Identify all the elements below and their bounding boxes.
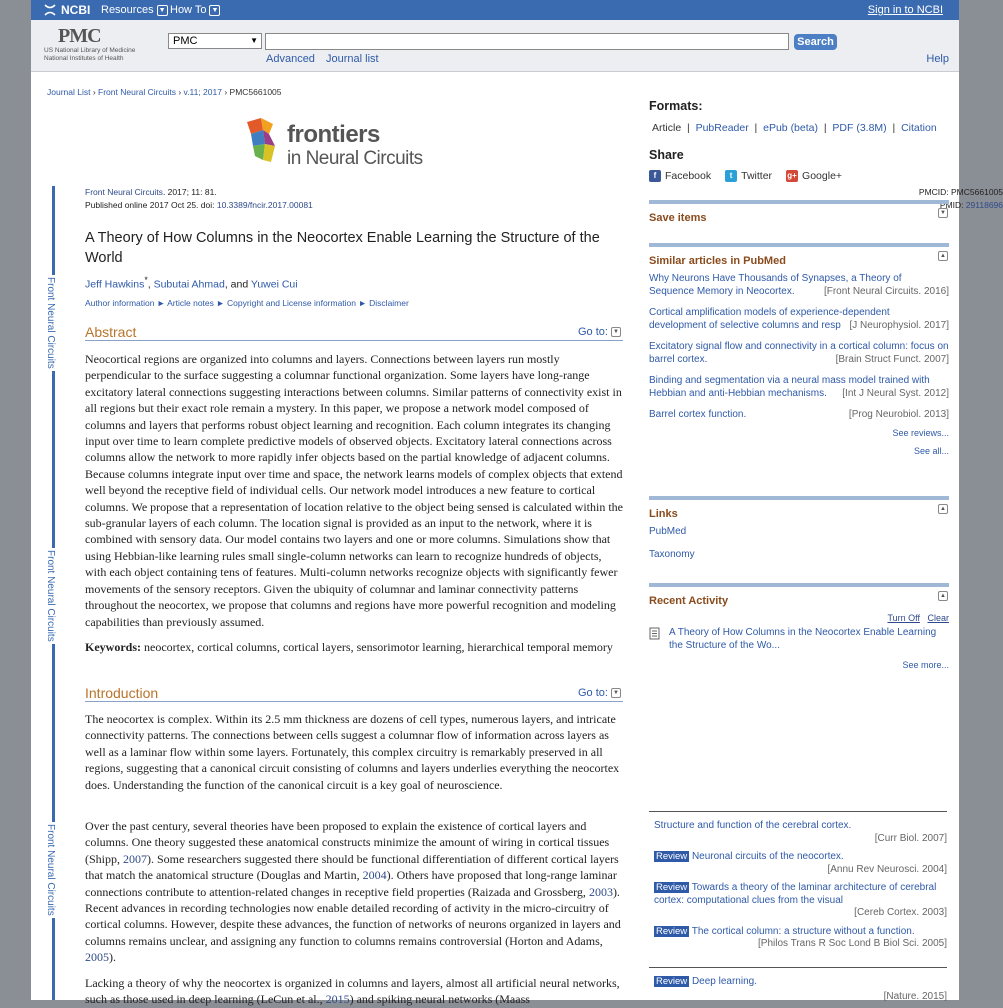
author-link[interactable]: Yuwei Cui <box>250 278 298 291</box>
format-pdf-link[interactable]: PDF (3.8M) <box>832 122 887 134</box>
chevron-down-icon[interactable]: ▼ <box>938 208 948 218</box>
page-frame <box>31 0 1003 1007</box>
published-online: Published online 2017 Oct 25. doi: <box>85 200 217 210</box>
share-links <box>649 170 949 182</box>
taxonomy-link[interactable]: Taxonomy <box>649 548 695 560</box>
text-run: ). <box>109 950 116 965</box>
similar-article-item[interactable] <box>649 341 949 366</box>
formats-title: Formats: <box>649 99 703 113</box>
citation-journal-link[interactable]: Front Neural Circuits <box>85 187 163 197</box>
pubmed-link[interactable]: PubMed <box>649 526 687 537</box>
similar-article-item[interactable] <box>649 375 949 400</box>
document-icon <box>649 627 661 640</box>
similar-item-source: [Cereb Cortex. 2003] <box>854 907 947 918</box>
introduction-header <box>85 685 623 702</box>
database-select[interactable] <box>168 33 262 49</box>
citation-info <box>85 186 1003 212</box>
pmc-header <box>31 20 959 72</box>
howto-label: How To <box>170 4 207 16</box>
similar-item[interactable] <box>654 926 947 951</box>
journal-list-link[interactable]: Journal list <box>326 53 379 65</box>
clear-link[interactable]: Clear <box>927 613 949 623</box>
similar-articles-title: Similar articles in PubMed <box>649 255 786 267</box>
similar-item-title: Deep learning. <box>691 976 757 987</box>
text-run: ). Others have proposed that long-range laminar connections contribute to attention-related changes in receptive field properties (Raizada and Grossberg, <box>85 868 617 899</box>
text-run: ). Recent advances in recording technologies now enable detailed recording of activity in the micro-circuitry of cortical columns. However, despite these advances, the function of networks of neurons organized in layers and columns remains unclear, and assigning any function to columns remains controversial (Horton and Adams, <box>85 884 621 948</box>
links-title: Links <box>649 508 678 520</box>
goto-menu[interactable] <box>578 687 621 699</box>
similar-article-title: Barrel cortex function. <box>649 409 747 420</box>
turn-off-link[interactable]: Turn Off <box>887 613 920 623</box>
links-box <box>649 496 949 561</box>
similar-item-source: [Curr Biol. 2007] <box>874 832 947 844</box>
dropdown-arrow-icon: ▼ <box>250 36 258 45</box>
similar-article-source: [Front Neural Circuits. 2016] <box>823 285 949 297</box>
review-badge: Review <box>656 925 688 937</box>
text-run: Lacking a theory of why the neocortex is organized in columns and layers, almost all artificial neural networks, such as those used in deep learning (LeCun et al., <box>85 976 620 1007</box>
review-badge: Review <box>656 882 688 893</box>
format-epub-link[interactable]: ePub (beta) <box>763 122 818 134</box>
search-button[interactable]: Search <box>794 34 837 50</box>
similar-article-title: Excitatory signal flow and connectivity in a cortical column: focus on barrel cortex. <box>649 341 949 365</box>
text-run: ) and spiking neural networks (Maass <box>349 992 530 1007</box>
twitter-icon: t <box>725 170 737 182</box>
nih-line: National Institutes of Health <box>44 55 124 62</box>
author-link[interactable]: Subutai Ahmad <box>153 278 225 291</box>
abstract-header <box>85 324 623 341</box>
abstract-heading: Abstract <box>85 324 137 340</box>
see-more-link[interactable]: See more... <box>902 660 949 670</box>
recent-activity-controls <box>649 613 949 623</box>
similar-article-source: [Brain Struct Funct. 2007] <box>835 353 949 365</box>
advanced-link[interactable]: Advanced <box>266 53 315 65</box>
author-link[interactable]: Jeff Hawkins <box>85 278 145 291</box>
nlm-line: US National Library of Medicine <box>44 47 136 54</box>
source-text: [Nature. 2015] <box>883 990 947 1002</box>
twitter-label: Twitter <box>741 170 773 182</box>
similar-article-title: Binding and segmentation via a neural mass model trained with Hebbian and anti-Hebbian mechanisms. <box>649 375 930 399</box>
intro-paragraph-2 <box>85 818 625 966</box>
google-share[interactable] <box>786 170 842 182</box>
pmid-link[interactable]: 29118696 <box>965 200 1003 210</box>
more-similar-items <box>654 820 947 951</box>
facebook-icon: f <box>649 170 661 182</box>
similar-article-source: [J Neurophysiol. 2017] <box>849 319 949 331</box>
facebook-share[interactable] <box>649 170 711 182</box>
introduction-heading: Introduction <box>85 685 159 701</box>
keywords-list: neocortex, cortical columns, cortical layers, sensorimotor learning, hierarchical temporal memory <box>141 640 613 654</box>
database-select-value: PMC <box>173 35 198 47</box>
side-journal-label: Front Neural Circuits <box>45 824 56 916</box>
sign-in-link[interactable]: Sign in to NCBI <box>867 4 943 16</box>
breadcrumb-volume[interactable]: v.11; 2017 <box>183 87 222 97</box>
see-reviews-link[interactable]: See reviews... <box>892 427 949 438</box>
side-journal-label: Front Neural Circuits <box>45 550 56 642</box>
similar-article-item[interactable] <box>649 307 949 332</box>
pmc-logo-text: PMC <box>58 25 101 47</box>
similar-article-source: [Prog Neurobiol. 2013] <box>848 409 949 420</box>
doi-link[interactable]: 10.3389/fncir.2017.00081 <box>216 200 313 210</box>
intro-paragraph-3 <box>85 975 625 1008</box>
citation-link[interactable]: 2004 <box>362 868 387 883</box>
keywords <box>85 639 625 655</box>
google-label: Google+ <box>802 170 843 182</box>
text-run: ). Some researchers suggested there should be functional differentiation of different cortical layers that match the anatomical structure (Douglas and Martin, <box>85 851 619 883</box>
author-separator: , and <box>224 278 251 291</box>
corresponding-mark: * <box>144 275 148 285</box>
similar-article-title: Cortical amplification models of experience-dependent development of selective columns and resp <box>649 307 890 331</box>
goto-menu[interactable] <box>578 326 621 338</box>
ncbi-logo[interactable] <box>43 3 90 17</box>
side-journal-label: Front Neural Circuits <box>45 277 56 369</box>
formats-list: Article | PubReader | ePub (beta) | PDF (3.8M) | Citation <box>652 122 937 134</box>
keywords-label: Keywords: <box>85 640 141 654</box>
abstract-text: Neocortical regions are organized into columns and layers. Connections between layers run mostly perpendicular to the surface suggesting a columnar functional organization. Some layers have long-range excitatory lateral connections suggesting interactions between columns. Similar patterns of connectivity exist in all regions but their exact role remain a mystery. In this paper, we propose a network model composed of columns and layers that performs robust object learning and recognition. Each column integrates its changing input over time to learn complete predictive models of observed objects. Excitatory lateral connections across columns allow the network to more rapidly infer objects based on the partial knowledge of adjacent columns. Because columns integrate input over time and space, the network learns models of complex objects that extend well beyond the receptive field of individual cells. Our network model introduces a new feature to cortical columns. We propose that a representation of location relative to the object being sensed is calculated within the sub-granular layers of each column. The location signal is provided as an input to the network, where it is combined with sensory data. Our model contains two layers and one or more columns. Simulations show that using Hebbian-like learning rules small single-column networks can learn to recognize hundreds of objects, with each object containing tens of features. Multi-column networks recognize objects with significantly fewer movements of the sensory receptors. Given the ubiquity of columnar and laminar connectivity patterns throughout the neocortex, we propose that columns and regions have more powerful recognition and modeling capabilities than previously assumed. <box>85 352 623 629</box>
similar-article-item[interactable] <box>649 273 949 298</box>
save-items-toggle[interactable]: Save items <box>649 212 707 224</box>
similar-item-title: The cortical column: a structure without a function. <box>691 925 915 937</box>
citation-details: . 2017; 11: 81. <box>162 187 217 197</box>
frontiers-logo-icon <box>243 116 281 168</box>
similar-item-source: [Annu Rev Neurosci. 2004] <box>827 863 947 875</box>
recent-activity-title: Recent Activity <box>649 595 729 607</box>
chevron-down-icon: ▼ <box>611 688 621 698</box>
pmcid: PMCID: PMC5661005 <box>918 187 1003 197</box>
article-info-links[interactable]: Author information ► Article notes ► Copyright and License information ► Disclaimer <box>85 298 409 308</box>
chevron-up-icon[interactable]: ▲ <box>938 504 948 514</box>
see-all-link[interactable]: See all... <box>913 445 949 456</box>
format-citation-link[interactable]: Citation <box>901 122 937 134</box>
chevron-down-icon: ▼ <box>157 5 168 16</box>
journal-logo-text <box>287 121 423 170</box>
breadcrumb-pmcid: PMC5661005 <box>229 87 282 97</box>
recent-activity-box <box>649 583 949 670</box>
text-run: Over the past century, several theories have been proposed to explain the existence of cortical layers and columns. One theory suggested these anatomical constructs minimize the amount of wiring in cortical tissues (Shipp, <box>85 819 610 866</box>
howto-menu[interactable] <box>170 4 220 16</box>
pmid-label: PMID: <box>939 200 966 210</box>
similar-articles-list <box>649 273 949 422</box>
similar-item-source: [Philos Trans R Soc Lond B Biol Sci. 2005] <box>758 938 947 949</box>
citation-link[interactable]: 2005 <box>85 950 109 965</box>
formats-panel <box>649 99 949 182</box>
search-input[interactable] <box>265 33 789 50</box>
citation-link[interactable]: 2015 <box>325 992 350 1007</box>
similar-article-item[interactable] <box>649 409 949 422</box>
similar-article-source: [Int J Neural Syst. 2012] <box>842 387 949 399</box>
chevron-down-icon: ▼ <box>611 327 621 337</box>
goto-label: Go to: <box>577 326 608 338</box>
chevron-up-icon[interactable]: ▲ <box>938 251 948 261</box>
resources-label: Resources <box>101 4 154 16</box>
format-article: Article <box>652 122 682 134</box>
pmc-logo[interactable] <box>44 25 154 63</box>
review-badge: Review <box>656 851 688 862</box>
article-title: A Theory of How Columns in the Neocortex Enable Learning the Structure of the World <box>85 230 600 266</box>
share-title: Share <box>649 148 684 162</box>
chevron-down-icon: ▼ <box>209 5 220 16</box>
resources-menu[interactable] <box>101 4 168 16</box>
intro-paragraph-1: The neocortex is complex. Within its 2.5 mm thickness are dozens of cell types, numerous layers, and intricate connectivity patterns. The connections between cells suggest a columnar flow of information across layers as well as a laminar flow within some layers. Fortunately, this complex circuitry is remarkably preserved in all regions, suggesting that a canonical circuit consisting of columns and layers underlies everything the neocortex does. Understanding the function of the canonical circuit is a key goal of neuroscience. <box>85 712 620 792</box>
similar-item-title: Structure and function of the cerebral cortex. <box>654 820 852 831</box>
citation-link[interactable]: 2007 <box>123 851 148 866</box>
facebook-label: Facebook <box>665 170 712 182</box>
format-pubreader-link[interactable]: PubReader <box>695 122 749 134</box>
ncbi-helix-icon <box>43 4 57 16</box>
similar-item-title: Neuronal circuits of the neocortex. <box>691 851 844 862</box>
similar-item[interactable] <box>654 820 947 845</box>
breadcrumb-journal[interactable]: Front Neural Circuits <box>98 87 176 97</box>
save-items-box <box>649 200 949 230</box>
similar-item-source <box>654 991 947 1004</box>
help-link[interactable]: Help <box>926 53 949 65</box>
more-similar-list <box>649 811 947 951</box>
journal-logo-word2: in Neural Circuits <box>287 148 423 169</box>
citation-link[interactable]: 2003 <box>588 884 613 899</box>
recent-activity-title-link: A Theory of How Columns in the Neocortex Enable Learning the Structure of the Wo... <box>669 627 937 651</box>
chevron-up-icon[interactable]: ▲ <box>938 591 948 601</box>
similar-item[interactable] <box>654 976 947 989</box>
ncbi-topbar <box>31 0 959 20</box>
similar-item[interactable] <box>654 851 947 876</box>
review-badge: Review <box>656 976 688 987</box>
twitter-share[interactable] <box>725 170 772 182</box>
last-similar-list <box>649 967 947 1003</box>
similar-item-title: Towards a theory of the laminar architecture of cerebral cortex: computational clues from the visual <box>654 882 937 906</box>
breadcrumb-journal-list[interactable]: Journal List <box>47 87 91 97</box>
ncbi-brand: NCBI <box>61 3 91 17</box>
google-plus-icon: g+ <box>787 171 797 181</box>
author-list: Jeff Hawkins*, Subutai Ahmad, and Yuwei Cui <box>85 275 298 291</box>
similar-article-title: Why Neurons Have Thousands of Synapses, a Theory of Sequence Memory in Neocortex. <box>649 273 902 297</box>
journal-logo <box>243 116 443 171</box>
similar-item[interactable] <box>654 882 947 920</box>
similar-articles-box <box>649 243 949 456</box>
journal-logo-word1: frontiers <box>287 121 380 148</box>
breadcrumb: Journal List › Front Neural Circuits › v.11; 2017 › PMC5661005 <box>47 87 282 97</box>
recent-activity-item[interactable] <box>649 627 949 652</box>
goto-label: Go to: <box>577 687 608 699</box>
